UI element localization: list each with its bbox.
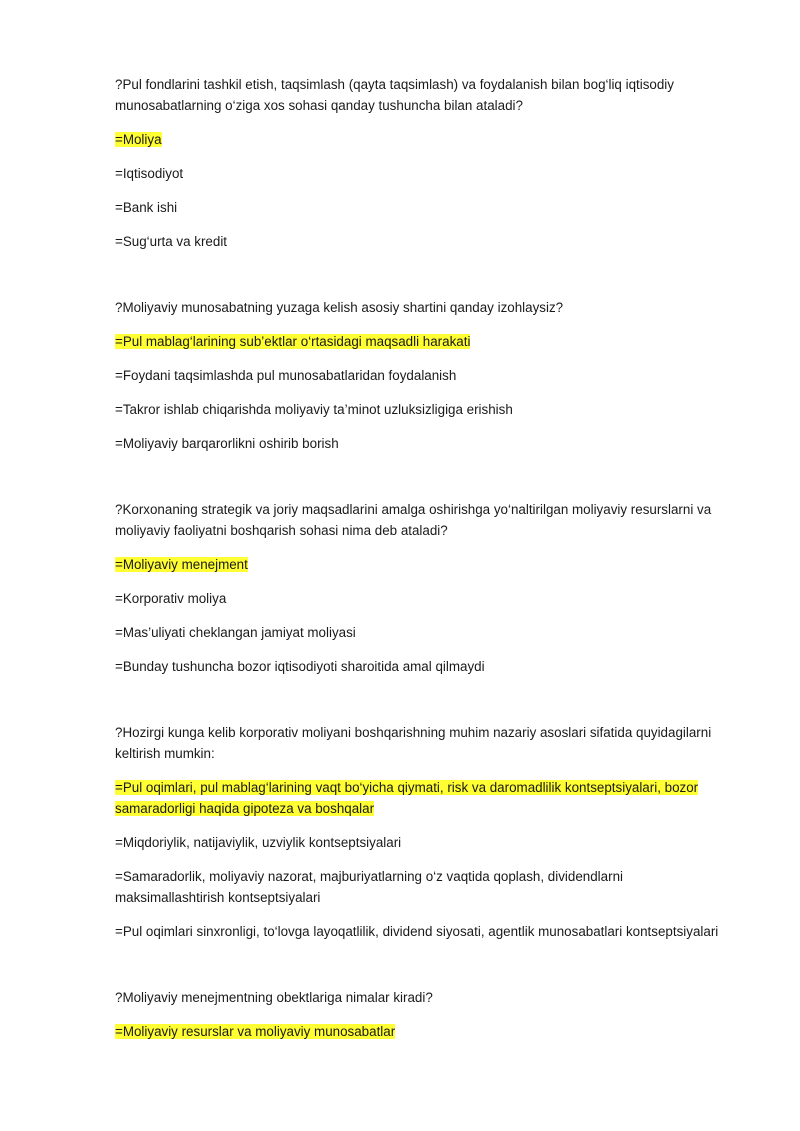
answer-highlight: =Pul mablag‘larining sub’ektlar o‘rtasidagi maqsadli harakati bbox=[115, 334, 471, 349]
answer-correct bbox=[115, 331, 735, 352]
question-text: ?Moliyaviy menejmentning obektlariga nimalar kiradi? bbox=[115, 990, 433, 1005]
answer-correct bbox=[115, 777, 735, 819]
answer-correct bbox=[115, 554, 735, 575]
answer-highlight: =Pul oqimlari, pul mablag‘larining vaqt bo‘yicha qiymati, risk va daromadlilik kontseptsiyalari, bozor samaradorligi haqida gipoteza va boshqalar bbox=[115, 780, 699, 816]
question-text: ?Pul fondlarini tashkil etish, taqsimlash (qayta taqsimlash) va foydalanish bilan bog‘liq iqtisodiy munosabatlarning o‘ziga xos sohasi qanday tushuncha bilan ataladi? bbox=[115, 77, 674, 113]
answer-option: =Bunday tushuncha bozor iqtisodiyoti sharoitida amal qilmaydi bbox=[115, 659, 485, 674]
answer-option: =Bank ishi bbox=[115, 200, 178, 215]
document-body bbox=[115, 74, 735, 1055]
answer-option: =Samaradorlik, moliyaviy nazorat, majburiyatlarning o‘z vaqtida qoplash, dividendlarni maksimallashtirish kontseptsiyalari bbox=[115, 869, 623, 905]
answer-correct bbox=[115, 129, 735, 150]
answer-option: =Foydani taqsimlashda pul munosabatlaridan foydalanish bbox=[115, 368, 457, 383]
question-block bbox=[115, 722, 735, 942]
answer-option: =Iqtisodiyot bbox=[115, 166, 184, 181]
question-text: ?Moliyaviy munosabatning yuzaga kelish asosiy shartini qanday izohlaysiz? bbox=[115, 300, 564, 315]
question-text: ?Hozirgi kunga kelib korporativ moliyani boshqarishning muhim nazariy asoslari sifatida quyidagilarni keltirish mumkin: bbox=[115, 725, 712, 761]
answer-option: =Miqdoriylik, natijaviylik, uzviylik kontseptsiyalari bbox=[115, 835, 402, 850]
answer-option: =Moliyaviy barqarorlikni oshirib borish bbox=[115, 436, 339, 451]
question-text: ?Korxonaning strategik va joriy maqsadlarini amalga oshirishga yo‘naltirilgan moliyaviy resurslarni va moliyaviy faoliyatni boshqarish sohasi nima deb ataladi? bbox=[115, 502, 712, 538]
answer-correct bbox=[115, 1021, 735, 1042]
answer-option: =Sug‘urta va kredit bbox=[115, 234, 228, 249]
answer-option: =Korporativ moliya bbox=[115, 591, 227, 606]
answer-option: =Pul oqimlari sinxronligi, to‘lovga layoqatlilik, dividend siyosati, agentlik munosabatlari kontseptsiyalari bbox=[115, 924, 719, 939]
question-block bbox=[115, 74, 735, 252]
question-block bbox=[115, 987, 735, 1042]
answer-option: =Mas’uliyati cheklangan jamiyat moliyasi bbox=[115, 625, 356, 640]
answer-highlight: =Moliya bbox=[115, 132, 162, 147]
answer-highlight: =Moliyaviy resurslar va moliyaviy munosabatlar bbox=[115, 1024, 396, 1039]
answer-highlight: =Moliyaviy menejment bbox=[115, 557, 248, 572]
question-block bbox=[115, 297, 735, 454]
question-block bbox=[115, 499, 735, 677]
answer-option: =Takror ishlab chiqarishda moliyaviy ta’minot uzluksizligiga erishish bbox=[115, 402, 513, 417]
